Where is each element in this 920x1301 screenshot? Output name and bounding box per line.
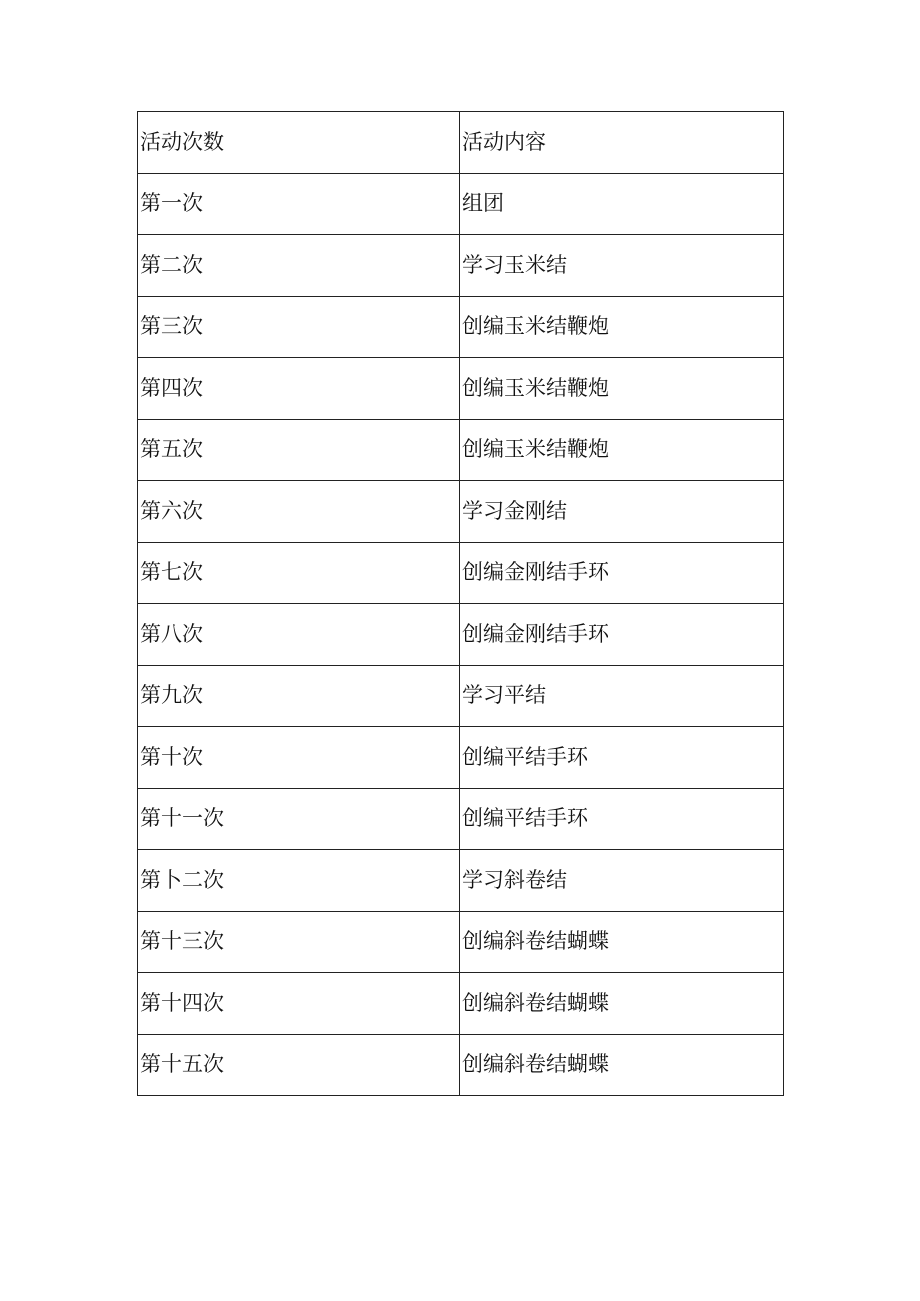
table-body	[138, 112, 784, 1096]
activity-count-cell: 第十三次	[138, 911, 460, 973]
table-row	[138, 1034, 784, 1096]
activity-count-cell: 第一次	[138, 173, 460, 235]
table-row	[138, 911, 784, 973]
table-row	[138, 788, 784, 850]
table-row	[138, 727, 784, 789]
activity-content-cell: 学习斜卷结	[460, 850, 784, 912]
header-activity-count: 活动次数	[138, 112, 460, 174]
activity-content-cell: 创编金刚结手环	[460, 542, 784, 604]
activity-count-cell: 第八次	[138, 604, 460, 666]
activity-count-cell: 第五次	[138, 419, 460, 481]
activity-content-cell: 创编玉米结鞭炮	[460, 419, 784, 481]
activity-content-cell: 创编玉米结鞭炮	[460, 296, 784, 358]
activity-content-cell: 组团	[460, 173, 784, 235]
activity-count-cell: 第十次	[138, 727, 460, 789]
header-activity-content: 活动内容	[460, 112, 784, 174]
table-row	[138, 358, 784, 420]
activity-count-cell: 第十四次	[138, 973, 460, 1035]
table-row	[138, 296, 784, 358]
activity-content-cell: 创编平结手环	[460, 727, 784, 789]
activity-content-cell: 创编斜卷结蝴蝶	[460, 973, 784, 1035]
activity-count-cell: 第四次	[138, 358, 460, 420]
table-row	[138, 235, 784, 297]
table-row	[138, 481, 784, 543]
activity-content-cell: 学习平结	[460, 665, 784, 727]
table-row	[138, 973, 784, 1035]
activity-content-cell: 创编金刚结手环	[460, 604, 784, 666]
activity-count-cell: 第六次	[138, 481, 460, 543]
activity-content-cell: 创编平结手环	[460, 788, 784, 850]
activity-schedule-table	[137, 111, 784, 1096]
activity-content-cell: 学习玉米结	[460, 235, 784, 297]
activity-count-cell: 第卜二次	[138, 850, 460, 912]
activity-content-cell: 创编斜卷结蝴蝶	[460, 1034, 784, 1096]
activity-count-cell: 第九次	[138, 665, 460, 727]
activity-count-cell: 第七次	[138, 542, 460, 604]
table-header-row	[138, 112, 784, 174]
activity-content-cell: 创编玉米结鞭炮	[460, 358, 784, 420]
activity-count-cell: 第二次	[138, 235, 460, 297]
table-row	[138, 665, 784, 727]
activity-count-cell: 第三次	[138, 296, 460, 358]
activity-count-cell: 第十五次	[138, 1034, 460, 1096]
activity-content-cell: 学习金刚结	[460, 481, 784, 543]
table-row	[138, 419, 784, 481]
table-row	[138, 604, 784, 666]
table-row	[138, 173, 784, 235]
table-row	[138, 850, 784, 912]
activity-content-cell: 创编斜卷结蝴蝶	[460, 911, 784, 973]
activity-count-cell: 第十一次	[138, 788, 460, 850]
table-row	[138, 542, 784, 604]
